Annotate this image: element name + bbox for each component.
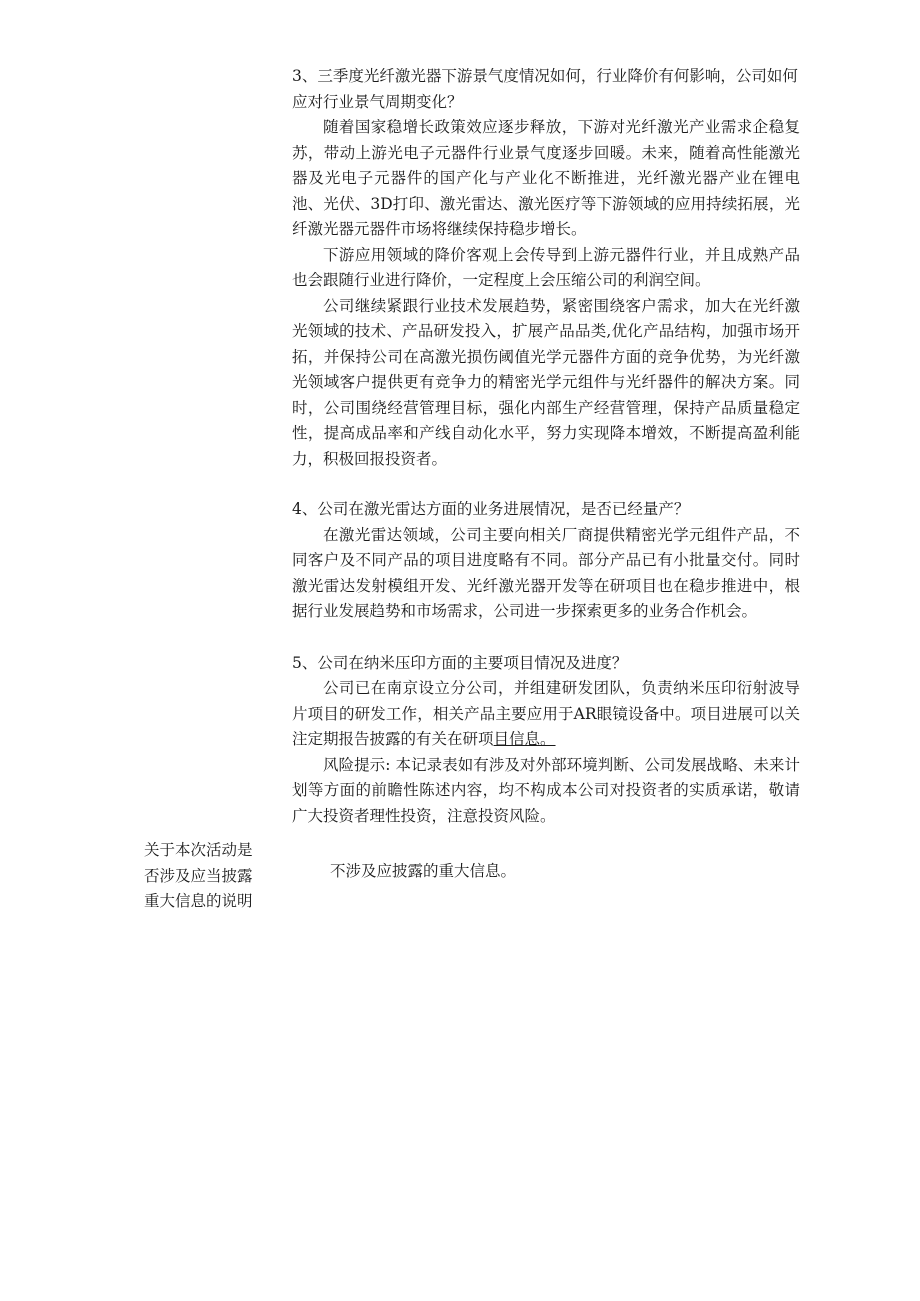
disclosure-label-line-1: 关于本次活动是 (144, 841, 253, 859)
question-3: 3、三季度光纤激光器下游景气度情况如何，行业降价有何影响，公司如何应对行业景气周期变化？ (292, 67, 798, 111)
answer-5-text: 公司已在南京设立分公司，并组建研发团队，负责纳米压印衍射波导片项目的研发工作，相关产品主要应用于AR眼镜设备中。项目进展可以关注定期报告披露的有关在研项 (292, 679, 800, 748)
disclosure-label-line-2: 否涉及应当披露 (144, 866, 253, 885)
content-column (292, 64, 800, 829)
answer-5-underlined-text: 目信息。 (493, 730, 556, 748)
question-5: 5、公司在纳米压印方面的主要项目情况及进度？ (292, 653, 628, 672)
section-spacer (292, 625, 800, 651)
answer-5-paragraph-1 (292, 676, 800, 753)
answer-3-paragraph-2: 下游应用领域的降价客观上会传导到上游元器件行业，并且成熟产品也会跟随行业进行降价，一定程度上会压缩公司的利润空间。 (292, 245, 800, 289)
disclosure-label-line-3: 重大信息的说明 (144, 892, 253, 910)
disclosure-label (144, 838, 284, 915)
answer-4-paragraph-1: 在激光雷达领域，公司主要向相关厂商提供精密光学元组件产品，不同客户及不同产品的项目进度略有不同。部分产品已有小批量交付。同时激光雷达发射模组开发、光纤激光器开发等在研项目也在稳步推进中，根据行业发展趋势和市场需求，公司进一步探索更多的业务合作机会。 (292, 525, 800, 620)
section-spacer (292, 472, 800, 497)
answer-3-paragraph-3: 公司继续紧跟行业技术发展趋势，紧密围绕客户需求，加大在光纤激光领域的技术、产品研发投入，扩展产品品类,优化产品结构，加强市场开拓，并保持公司在高激光损伤阈值光学元器件方面的竞争优势，为光纤激光领域客户提供更有竞争力的精密光学元组件与光纤器件的解决方案。同时，公司围绕经营管理目标，强化内部生产经营管理，保持产品质量稳定性，提高成品率和产线自动化水平，努力实现降本增效，不断提高盈利能力，积极回报投资者。 (292, 296, 800, 468)
risk-notice: 风险提示: 本记录表如有涉及对外部环境判断、公司发展战略、未来计划等方面的前瞻性陈述内容，均不构成本公司对投资者的实质承诺，敬请广大投资者理性投资，注意投资风险。 (292, 755, 800, 825)
question-4: 4、公司在激光雷达方面的业务进展情况，是否已经量产？ (292, 500, 690, 518)
disclosure-answer: 不涉及应披露的重大信息。 (330, 862, 517, 880)
answer-3-paragraph-1: 随着国家稳增长政策效应逐步释放，下游对光纤激光产业需求企稳复苏，带动上游光电子元器件行业景气度逐步回暖。未来，随着高性能激光器及光电子元器件的国产化与产业化不断推进，光纤激光器产业在锂电池、光伏、3D打印、激光雷达、激光医疗等下游领域的应用持续拓展，光纤激光器元器件市场将继续保持稳步增长。 (292, 118, 800, 238)
